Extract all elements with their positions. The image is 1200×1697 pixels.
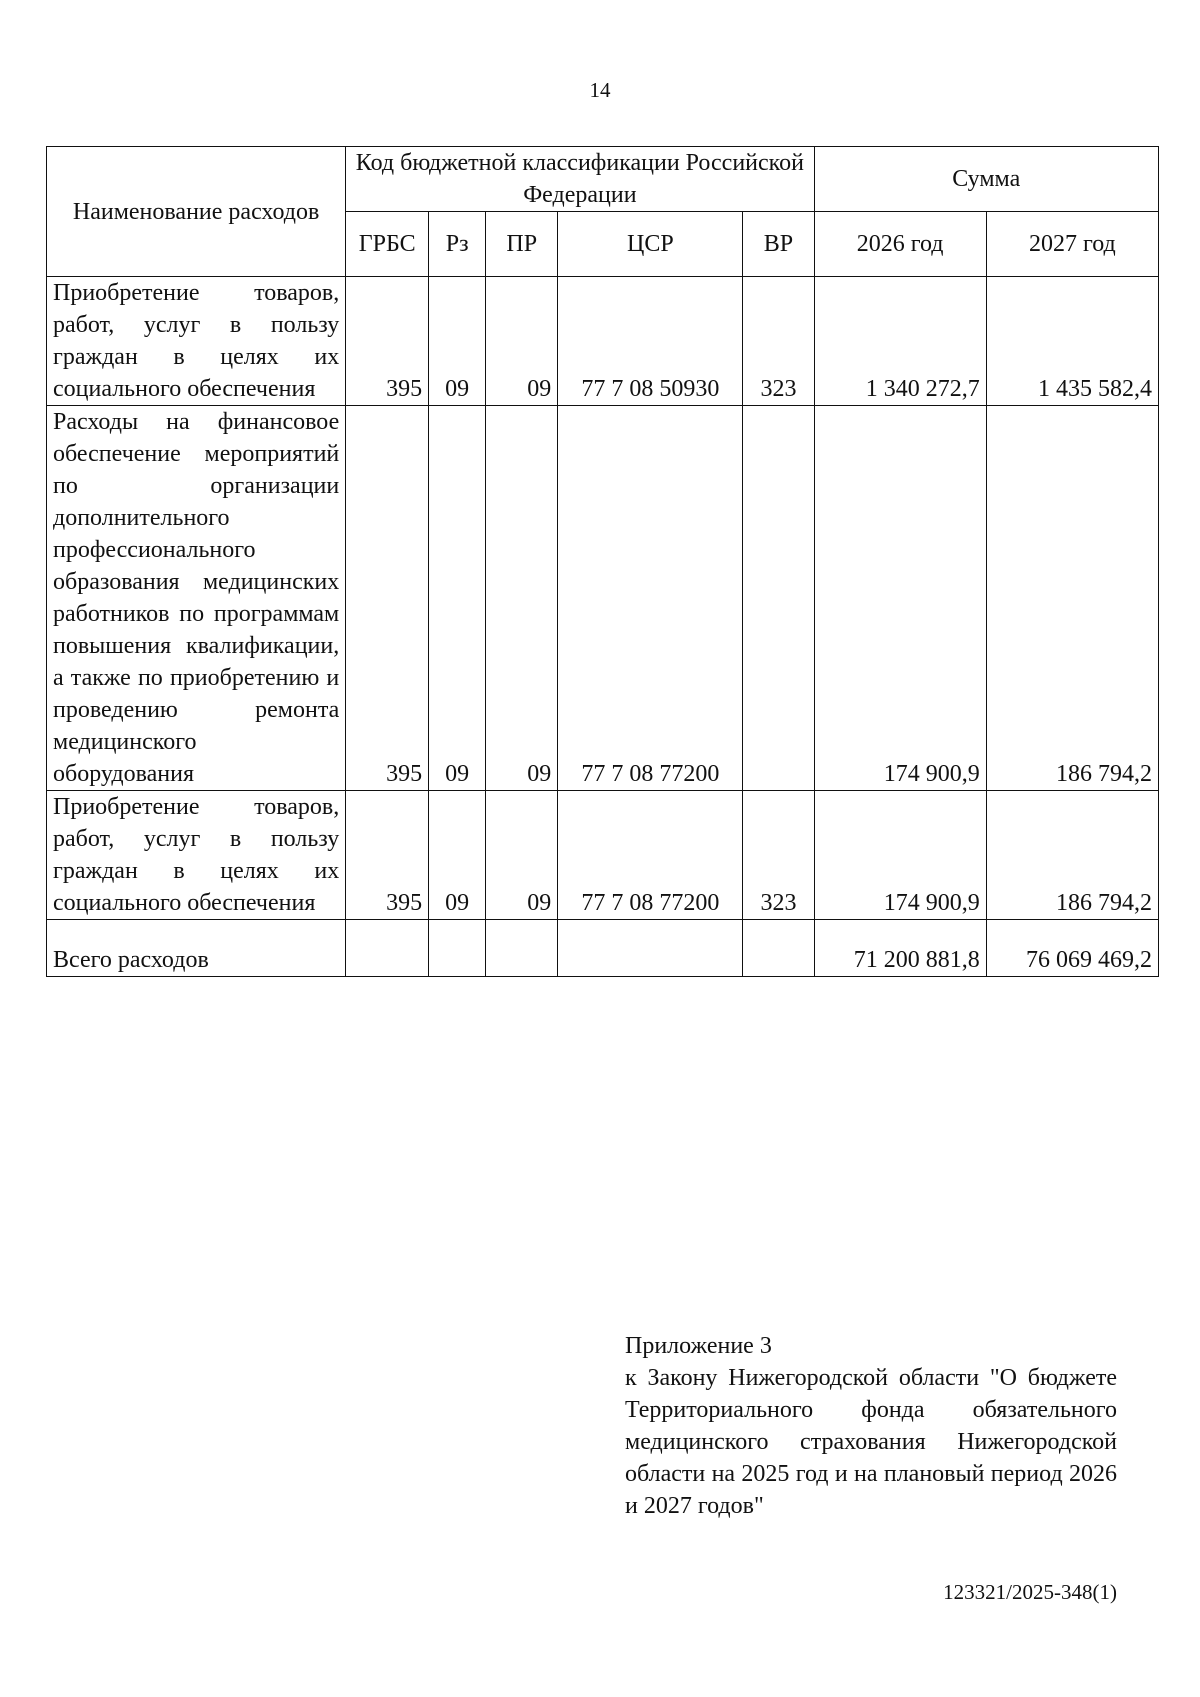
total-csr-empty (558, 920, 743, 977)
total-rz-empty (429, 920, 486, 977)
table-row (47, 406, 1159, 791)
row-2026: 1 340 272,7 (814, 277, 986, 406)
row-vr: 323 (743, 791, 814, 920)
table-row (47, 277, 1159, 406)
header-grbs: ГРБС (346, 212, 429, 277)
page-number: 14 (589, 78, 611, 102)
row-rz: 09 (429, 277, 486, 406)
header-pr: ПР (486, 212, 558, 277)
total-2026: 71 200 881,8 (814, 920, 986, 977)
total-2027: 76 069 469,2 (986, 920, 1158, 977)
header-row-group (47, 147, 1159, 212)
row-rz: 09 (429, 791, 486, 920)
total-row (47, 920, 1159, 977)
row-vr (743, 406, 814, 791)
header-sum-group: Сумма (814, 147, 1159, 212)
appendix-note (625, 1330, 1117, 1522)
row-csr: 77 7 08 50930 (558, 277, 743, 406)
row-grbs: 395 (346, 406, 429, 791)
row-pr: 09 (486, 406, 558, 791)
row-vr: 323 (743, 277, 814, 406)
header-2027: 2027 год (986, 212, 1158, 277)
budget-table (46, 146, 1159, 977)
header-rz: Рз (429, 212, 486, 277)
row-2026: 174 900,9 (814, 406, 986, 791)
header-2026: 2026 год (814, 212, 986, 277)
appendix-title: Приложение 3 (625, 1333, 772, 1359)
document-number: 123321/2025-348(1) (943, 1580, 1117, 1604)
row-csr: 77 7 08 77200 (558, 791, 743, 920)
row-grbs: 395 (346, 277, 429, 406)
row-pr: 09 (486, 277, 558, 406)
row-name: Расходы на финансовое обеспечение мероприятий по организации дополнительного профессионального образования медицинских работников по программам повышения квалификации, а также по приобретению и проведению ремонта медицинского оборудования (47, 406, 346, 791)
row-grbs: 395 (346, 791, 429, 920)
row-name: Приобретение товаров, работ, услуг в пользу граждан в целях их социального обеспечения (47, 277, 346, 406)
header-csr: ЦСР (558, 212, 743, 277)
total-label: Всего расходов (47, 920, 346, 977)
total-vr-empty (743, 920, 814, 977)
table-row (47, 791, 1159, 920)
row-name: Приобретение товаров, работ, услуг в пользу граждан в целях их социального обеспечения (47, 791, 346, 920)
total-grbs-empty (346, 920, 429, 977)
row-2027: 1 435 582,4 (986, 277, 1158, 406)
header-name: Наименование расходов (47, 147, 346, 277)
row-pr: 09 (486, 791, 558, 920)
appendix-body: к Закону Нижегородской области "О бюджете Территориального фонда обязательного медицинского страхования Нижегородской области на 2025 год и на плановый период 2026 и 2027 годов" (625, 1365, 1117, 1519)
total-pr-empty (486, 920, 558, 977)
row-rz: 09 (429, 406, 486, 791)
row-2027: 186 794,2 (986, 791, 1158, 920)
header-code-group: Код бюджетной классификации Российской Федерации (346, 147, 814, 212)
row-csr: 77 7 08 77200 (558, 406, 743, 791)
header-vr: ВР (743, 212, 814, 277)
row-2027: 186 794,2 (986, 406, 1158, 791)
row-2026: 174 900,9 (814, 791, 986, 920)
